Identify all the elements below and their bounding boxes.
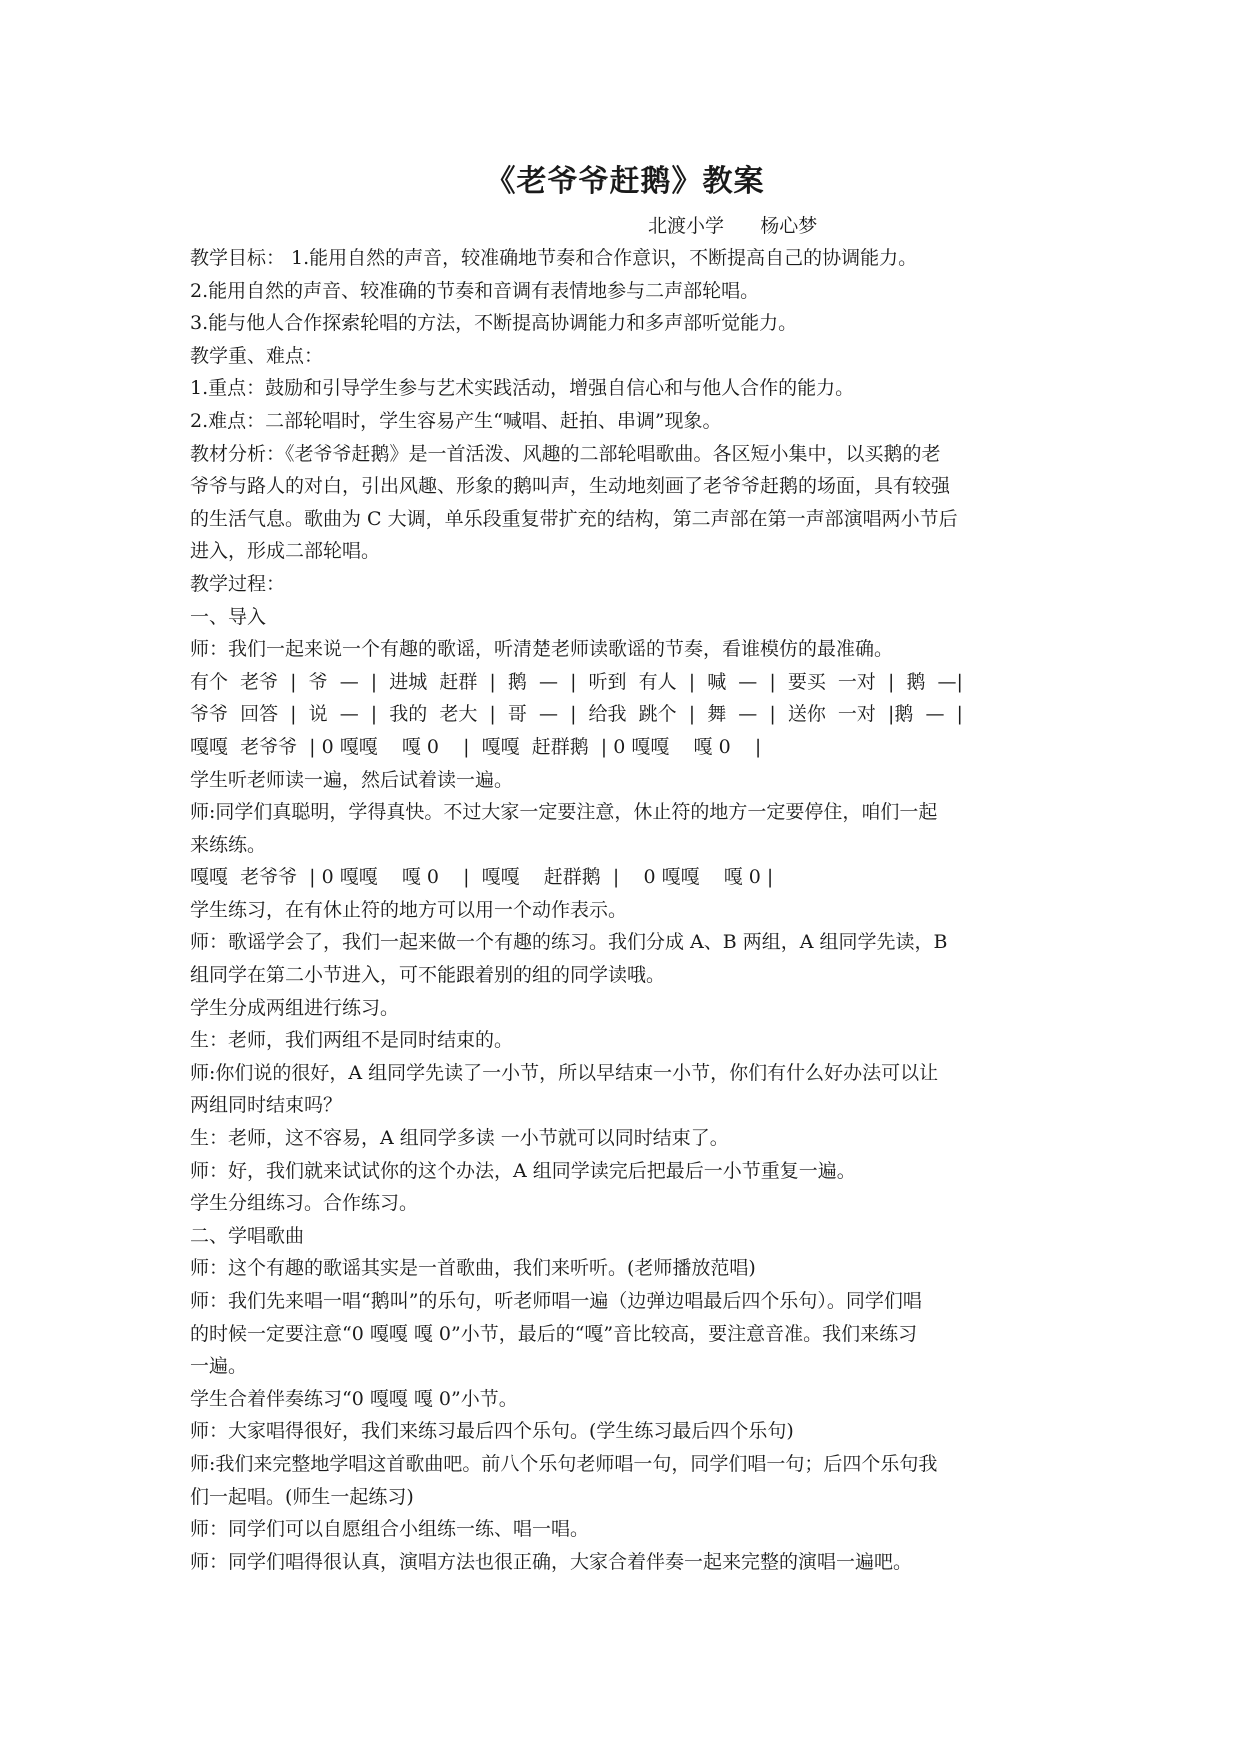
text-line: 2.能用自然的声音、较准确的节奏和音调有表情地参与二声部轮唱。 [190,279,760,302]
text-line: 两组同时结束吗？ [190,1094,343,1117]
text-line: 学生听老师读一遍，然后试着读一遍。 [190,768,514,791]
author-byline: 北渡小学 杨心梦 [648,215,818,237]
rhythm-line: 嘎嘎 老爷爷 | 0 嘎嘎 嘎 0 | 嘎嘎 赶群鹅 | 0 嘎嘎 嘎 0 | [190,866,774,889]
text-line: 们一起唱。(师生一起练习) [190,1485,414,1508]
text-line: 生：老师，这不容易，A 组同学多读 一小节就可以同时结束了。 [190,1127,729,1150]
document-page [190,160,1060,1578]
text-line: 教学目标： 1.能用自然的声音，较准确地节奏和合作意识，不断提高自己的协调能力。 [190,247,918,269]
text-line: 组同学在第二小节进入，可不能跟着别的组的同学读哦。 [190,964,666,987]
text-line: 3.能与他人合作探索轮唱的方法，不断提高协调能力和多声部听觉能力。 [190,312,798,335]
text-line: 师：我们先来唱一唱“鹅叫”的乐句，听老师唱一遍（边弹边唱最后四个乐句）。同学们唱 [190,1290,922,1312]
text-line: 师：这个有趣的歌谣其实是一首歌曲，我们来听听。(老师播放范唱) [190,1257,756,1280]
document-title: 《老爷爷赶鹅》教案 [485,164,765,199]
text-line: 的时候一定要注意“0 嘎嘎 嘎 0”小节，最后的“嘎”音比较高，要注意音准。我们来练习 [190,1322,918,1345]
text-line: 进入，形成二部轮唱。 [190,540,381,563]
text-line: 教学过程： [190,572,286,595]
text-line: 生：老师，我们两组不是同时结束的。 [190,1029,514,1052]
text-line: 师:我们来完整地学唱这首歌曲吧。前八个乐句老师唱一句，同学们唱一句；后四个乐句我 [190,1452,938,1475]
rhythm-line: 嘎嘎 老爷爷 | 0 嘎嘎 嘎 0 | 嘎嘎 赶群鹅 | 0 嘎嘎 嘎 0 | [190,735,762,758]
text-line: 1.重点：鼓励和引导学生参与艺术实践活动，增强自信心和与他人合作的能力。 [190,377,855,400]
text-line: 教材分析：《老爷爷赶鹅》是一首活泼、风趣的二部轮唱歌曲。各区短小集中，以买鹅的老 [190,442,941,465]
text-line: 二、学唱歌曲 [190,1224,305,1247]
text-line: 师：同学们唱得很认真，演唱方法也很正确，大家合着伴奏一起来完整的演唱一遍吧。 [190,1550,913,1573]
text-line: 2.难点：二部轮唱时，学生容易产生“喊唱、赶拍、串调”现象。 [190,409,722,432]
text-line: 来练练。 [190,833,267,856]
text-line: 师：大家唱得很好，我们来练习最后四个乐句。(学生练习最后四个乐句) [190,1420,794,1443]
rhythm-line: 爷爷 回答 | 说 — | 我的 老大 | 哥 — | 给我 跳个 | 舞 — | 送你 一对 |鹅 — | [190,703,963,726]
text-line: 师：歌谣学会了，我们一起来做一个有趣的练习。我们分成 A、B 两组，A 组同学先读，B [190,931,948,954]
text-line: 师：好，我们就来试试你的这个办法，A 组同学读完后把最后一小节重复一遍。 [190,1159,856,1182]
text-line: 学生分组练习。合作练习。 [190,1192,419,1215]
text-line: 师：同学们可以自愿组合小组练一练、唱一唱。 [190,1518,590,1541]
text-line: 学生练习，在有休止符的地方可以用一个动作表示。 [190,898,628,921]
text-line: 学生分成两组进行练习。 [190,996,400,1019]
document-body [190,242,1060,1578]
text-line: 一遍。 [190,1355,248,1378]
text-line: 爷爷与路人的对白，引出风趣、形象的鹅叫声，生动地刻画了老爷爷赶鹅的场面，具有较强 [190,475,951,498]
text-line: 师:同学们真聪明，学得真快。不过大家一定要注意，休止符的地方一定要停住，咱们一起 [190,801,938,824]
text-line: 师：我们一起来说一个有趣的歌谣，听清楚老师读歌谣的节奏，看谁模仿的最准确。 [190,638,894,661]
rhythm-line: 有个 老爷 | 爷 — | 进城 赶群 | 鹅 — | 听到 有人 | 喊 — | 要买 一对 | 鹅 —| [190,670,963,693]
text-line: 师:你们说的很好，A 组同学先读了一小节，所以早结束一小节，你们有什么好办法可以让 [190,1061,939,1084]
text-line: 学生合着伴奏练习“0 嘎嘎 嘎 0”小节。 [190,1387,518,1410]
text-line: 一、导入 [190,605,267,628]
text-line: 教学重、难点： [190,344,324,367]
text-line: 的生活气息。歌曲为 C 大调，单乐段重复带扩充的结构，第二声部在第一声部演唱两小节后 [190,507,958,530]
